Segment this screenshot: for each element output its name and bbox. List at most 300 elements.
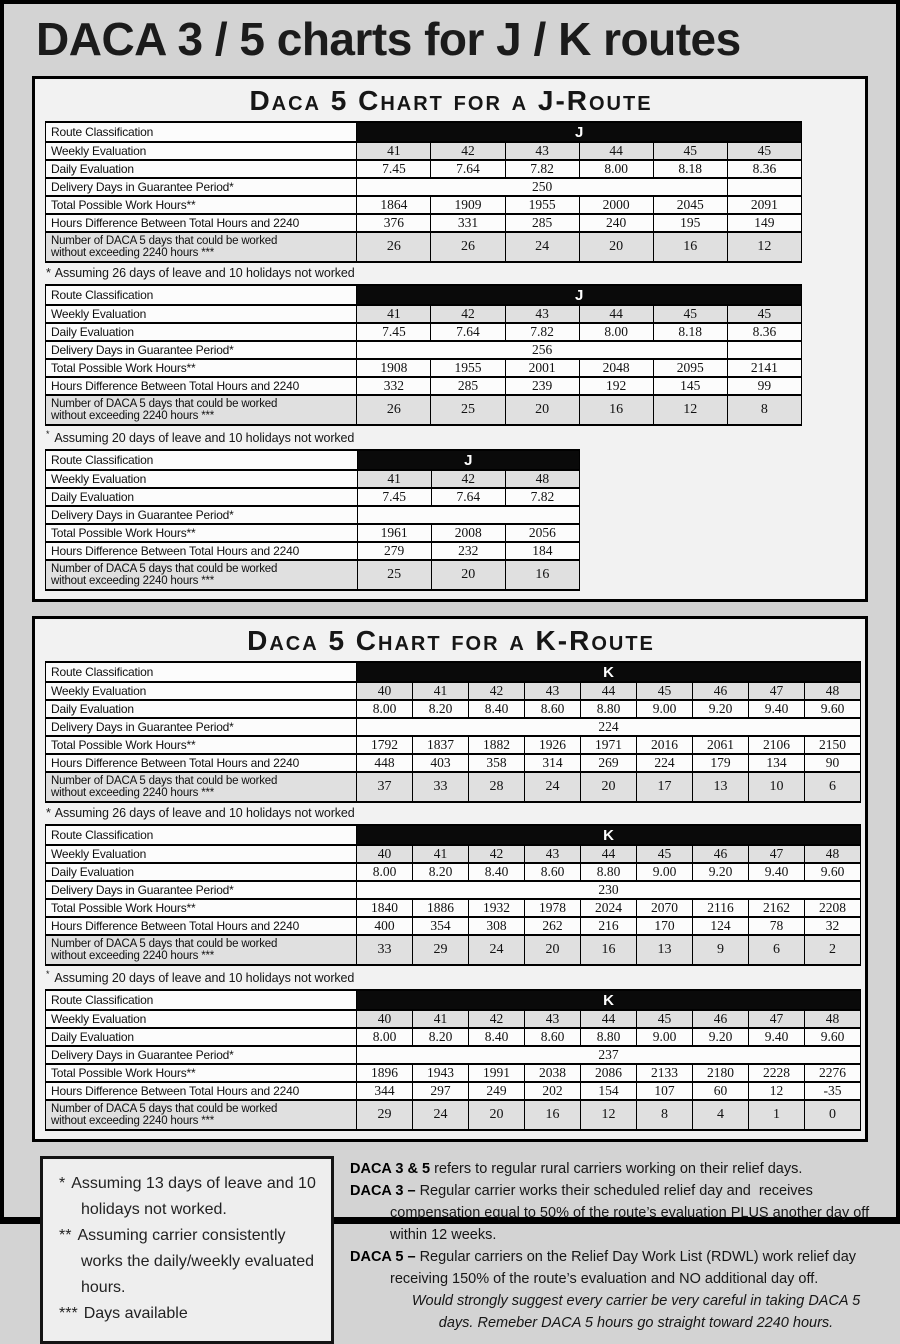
bottom-section (40, 1156, 892, 1344)
route-classification-value: J (357, 285, 802, 305)
value-cell: 1864 (357, 196, 431, 214)
value-cell: 47 (749, 682, 805, 700)
value-cell: 202 (525, 1082, 581, 1100)
value-cell: 45 (653, 142, 727, 160)
value-cell: 269 (581, 754, 637, 772)
total-hours-label: Total Possible Work Hours** (46, 1064, 357, 1082)
delivery-days-label: Delivery Days in Guarantee Period* (46, 506, 358, 524)
note-item (59, 1223, 319, 1301)
value-cell: 1971 (581, 736, 637, 754)
value-cell: 24 (525, 772, 581, 802)
value-cell: 2180 (693, 1064, 749, 1082)
value-cell: 26 (357, 395, 431, 425)
value-cell: 8.60 (525, 700, 581, 718)
definition-text: refers to regular rural carriers working on their relief days. (430, 1161, 803, 1178)
value-cell: 0 (805, 1100, 861, 1130)
value-cell: 12 (581, 1100, 637, 1130)
value-cell: 2038 (525, 1064, 581, 1082)
daca-days-row (46, 772, 861, 802)
value-cell: 9.40 (749, 863, 805, 881)
value-cell: 145 (653, 377, 727, 395)
value-cell: 29 (413, 935, 469, 965)
route-classification-row (46, 662, 861, 682)
value-cell: 2056 (505, 524, 579, 542)
value-cell: 41 (357, 305, 431, 323)
value-cell: 107 (637, 1082, 693, 1100)
value-cell: 9.00 (637, 1028, 693, 1046)
value-cell: 9.60 (805, 1028, 861, 1046)
route-classification-label: Route Classification (46, 450, 358, 470)
value-cell: 24 (469, 935, 525, 965)
note-item (59, 1171, 319, 1223)
value-cell: 42 (431, 142, 505, 160)
hours-difference-label: Hours Difference Between Total Hours and 2240 (46, 754, 357, 772)
value-cell: 1943 (413, 1064, 469, 1082)
value-cell: 184 (505, 542, 579, 560)
value-cell: 170 (637, 917, 693, 935)
hours-difference-label: Hours Difference Between Total Hours and 2240 (46, 542, 358, 560)
value-cell: 1840 (357, 899, 413, 917)
hours-difference-row (46, 542, 580, 560)
value-cell: 42 (431, 305, 505, 323)
daca-days-label (46, 560, 358, 590)
value-cell: 24 (413, 1100, 469, 1130)
delivery-days-label: Delivery Days in Guarantee Period* (46, 341, 357, 359)
value-cell: 262 (525, 917, 581, 935)
daily-evaluation-label: Daily Evaluation (46, 160, 357, 178)
hours-difference-row (46, 377, 802, 395)
value-cell: 1978 (525, 899, 581, 917)
value-cell: 9.60 (805, 863, 861, 881)
value-cell: 1896 (357, 1064, 413, 1082)
value-cell: 8.40 (469, 1028, 525, 1046)
total-hours-row (46, 196, 802, 214)
value-cell: 9 (693, 935, 749, 965)
total-hours-label: Total Possible Work Hours** (46, 196, 357, 214)
route-classification-value: J (357, 450, 579, 470)
daca-5-warning-line1: Would strongly suggest every carrier be very careful in taking DACA 5 (411, 1293, 861, 1310)
daca-days-row (46, 232, 802, 262)
value-cell: 24 (505, 232, 579, 262)
notes-box (40, 1156, 334, 1344)
value-cell: 7.64 (431, 160, 505, 178)
value-cell: 344 (357, 1082, 413, 1100)
value-cell: 20 (581, 772, 637, 802)
value-cell: 47 (749, 1010, 805, 1028)
weekly-evaluation-label: Weekly Evaluation (46, 682, 357, 700)
value-cell: 279 (357, 542, 431, 560)
value-cell: 2106 (749, 736, 805, 754)
value-cell: 124 (693, 917, 749, 935)
value-cell: 1955 (431, 359, 505, 377)
value-cell: 2276 (805, 1064, 861, 1082)
note-text: Assuming carrier consistently works the daily/weekly evaluated hours. (77, 1227, 315, 1297)
delivery-days-row (46, 341, 802, 359)
delivery-days-value: 256 (357, 341, 727, 359)
value-cell: 2024 (581, 899, 637, 917)
value-cell: 20 (505, 395, 579, 425)
hours-difference-label: Hours Difference Between Total Hours and 2240 (46, 214, 357, 232)
route-classification-label: Route Classification (46, 662, 357, 682)
value-cell: 239 (505, 377, 579, 395)
value-cell: 44 (579, 305, 653, 323)
delivery-days-value: 224 (357, 718, 861, 736)
value-cell: 7.45 (357, 488, 431, 506)
daily-evaluation-label: Daily Evaluation (46, 323, 357, 341)
value-cell: 12 (653, 395, 727, 425)
value-cell: 6 (805, 772, 861, 802)
value-cell: 41 (357, 142, 431, 160)
daca-days-row (46, 395, 802, 425)
value-cell: 28 (469, 772, 525, 802)
value-cell: 26 (431, 232, 505, 262)
daca-days-label-line1: Number of DACA 5 days that could be worked (51, 938, 278, 951)
definition-lead: DACA 3 & 5 (350, 1161, 431, 1178)
value-cell: 17 (637, 772, 693, 802)
delivery-days-row (46, 178, 802, 196)
daca-days-label-line1: Number of DACA 5 days that could be worked (51, 398, 278, 410)
daca-days-row (46, 1100, 861, 1130)
value-cell: 13 (693, 772, 749, 802)
value-cell: 43 (505, 305, 579, 323)
value-cell: 16 (579, 395, 653, 425)
weekly-evaluation-row (46, 142, 802, 160)
k-route-table-2 (45, 824, 861, 966)
value-cell: 7.82 (505, 160, 579, 178)
value-cell: 32 (805, 917, 861, 935)
empty-cell (727, 341, 801, 359)
hours-difference-row (46, 1082, 861, 1100)
value-cell: 8.80 (581, 863, 637, 881)
value-cell: 8.18 (653, 160, 727, 178)
value-cell: 314 (525, 754, 581, 772)
footnote-text: Assuming 20 days of leave and 10 holidays not worked (54, 431, 355, 446)
value-cell: 2008 (431, 524, 505, 542)
footnote-text: Assuming 26 days of leave and 10 holidays not worked (54, 266, 355, 280)
value-cell: 297 (413, 1082, 469, 1100)
value-cell: 78 (749, 917, 805, 935)
delivery-days-row (46, 506, 580, 524)
value-cell: 45 (637, 682, 693, 700)
value-cell: 43 (525, 682, 581, 700)
value-cell: 134 (749, 754, 805, 772)
route-classification-value: K (357, 990, 861, 1010)
daca-days-label-line1: Number of DACA 5 days that could be worked (51, 235, 278, 247)
definitions (350, 1156, 892, 1334)
value-cell: 45 (653, 305, 727, 323)
delivery-days-value: 230 (357, 881, 861, 899)
value-cell: 45 (727, 305, 801, 323)
route-classification-label: Route Classification (46, 990, 357, 1010)
value-cell: 149 (727, 214, 801, 232)
k-route-panel (32, 616, 868, 1142)
value-cell: 8.80 (581, 700, 637, 718)
value-cell: 4 (693, 1100, 749, 1130)
daca-days-label (46, 935, 357, 965)
daily-evaluation-row (46, 700, 861, 718)
value-cell: 2016 (637, 736, 693, 754)
value-cell: 48 (805, 682, 861, 700)
value-cell: 44 (581, 845, 637, 863)
delivery-days-value (357, 506, 579, 524)
empty-cell (727, 178, 801, 196)
value-cell: 6 (749, 935, 805, 965)
daily-evaluation-label: Daily Evaluation (46, 488, 358, 506)
value-cell: 2141 (727, 359, 801, 377)
route-classification-row (46, 450, 580, 470)
value-cell: 9.60 (805, 700, 861, 718)
value-cell: 1882 (469, 736, 525, 754)
weekly-evaluation-row (46, 305, 802, 323)
daily-evaluation-label: Daily Evaluation (46, 1028, 357, 1046)
daca-days-label-line2: without exceeding 2240 hours *** (51, 247, 215, 259)
note-item (59, 1301, 319, 1327)
value-cell: 44 (581, 682, 637, 700)
value-cell: 2048 (579, 359, 653, 377)
value-cell: 2001 (505, 359, 579, 377)
value-cell: 8.36 (727, 160, 801, 178)
value-cell: 7.64 (431, 488, 505, 506)
footnote-text: Assuming 20 days of leave and 10 holidays not worked (54, 971, 355, 986)
value-cell: 13 (637, 935, 693, 965)
k-route-table-3 (45, 989, 861, 1131)
value-cell: 45 (637, 1010, 693, 1028)
delivery-days-label: Delivery Days in Guarantee Period* (46, 178, 357, 196)
daily-evaluation-row (46, 1028, 861, 1046)
footnote-mark: * (46, 429, 50, 439)
value-cell: 8.80 (581, 1028, 637, 1046)
value-cell: 354 (413, 917, 469, 935)
weekly-evaluation-label: Weekly Evaluation (46, 1010, 357, 1028)
value-cell: 179 (693, 754, 749, 772)
value-cell: 20 (469, 1100, 525, 1130)
value-cell: 16 (653, 232, 727, 262)
daca-days-label-line2: without exceeding 2240 hours *** (51, 410, 215, 422)
definition-text: Regular carrier works their scheduled relief day and receives compensation equal to 50% of the route’s evaluation PLUS another day off within 12 weeks. (390, 1183, 874, 1244)
value-cell: 2095 (653, 359, 727, 377)
weekly-evaluation-row (46, 1010, 861, 1028)
value-cell: 285 (431, 377, 505, 395)
value-cell: 10 (749, 772, 805, 802)
note-mark: ** (59, 1227, 72, 1245)
total-hours-label: Total Possible Work Hours** (46, 899, 357, 917)
value-cell: 42 (469, 845, 525, 863)
value-cell: 8.00 (357, 863, 413, 881)
page-title: DACA 3 / 5 charts for J / K routes (36, 13, 741, 65)
value-cell: 43 (505, 142, 579, 160)
value-cell: 41 (413, 1010, 469, 1028)
daily-evaluation-label: Daily Evaluation (46, 863, 357, 881)
total-hours-row (46, 1064, 861, 1082)
route-classification-row (46, 825, 861, 845)
value-cell: 33 (357, 935, 413, 965)
value-cell: 1 (749, 1100, 805, 1130)
value-cell: 1837 (413, 736, 469, 754)
value-cell: 154 (581, 1082, 637, 1100)
value-cell: 16 (525, 1100, 581, 1130)
value-cell: 8.20 (413, 863, 469, 881)
value-cell: 2045 (653, 196, 727, 214)
value-cell: 8.36 (727, 323, 801, 341)
daca-days-label (46, 395, 357, 425)
value-cell: 1792 (357, 736, 413, 754)
j-route-table-3 (45, 449, 580, 591)
note-text: Assuming 13 days of leave and 10 holidays not worked. (71, 1175, 316, 1219)
value-cell: 1909 (431, 196, 505, 214)
delivery-days-label: Delivery Days in Guarantee Period* (46, 1046, 357, 1064)
total-hours-label: Total Possible Work Hours** (46, 736, 357, 754)
route-classification-label: Route Classification (46, 122, 357, 142)
weekly-evaluation-label: Weekly Evaluation (46, 470, 358, 488)
value-cell: 12 (727, 232, 801, 262)
total-hours-label: Total Possible Work Hours** (46, 359, 357, 377)
hours-difference-row (46, 754, 861, 772)
value-cell: 33 (413, 772, 469, 802)
value-cell: 7.82 (505, 323, 579, 341)
value-cell: 29 (357, 1100, 413, 1130)
value-cell: 99 (727, 377, 801, 395)
value-cell: 2 (805, 935, 861, 965)
value-cell: 37 (357, 772, 413, 802)
value-cell: 2116 (693, 899, 749, 917)
daca-days-label (46, 772, 357, 802)
delivery-days-row (46, 718, 861, 736)
weekly-evaluation-row (46, 845, 861, 863)
value-cell: 224 (637, 754, 693, 772)
value-cell: 8.00 (357, 1028, 413, 1046)
value-cell: 376 (357, 214, 431, 232)
value-cell: 8.00 (579, 323, 653, 341)
daca-days-label-line2: without exceeding 2240 hours *** (51, 950, 215, 963)
hours-difference-label: Hours Difference Between Total Hours and 2240 (46, 1082, 357, 1100)
table-footnote (46, 429, 859, 445)
value-cell: 48 (805, 1010, 861, 1028)
route-classification-label: Route Classification (46, 825, 357, 845)
value-cell: 7.45 (357, 323, 431, 341)
value-cell: 47 (749, 845, 805, 863)
total-hours-row (46, 899, 861, 917)
value-cell: 1926 (525, 736, 581, 754)
daily-evaluation-row (46, 488, 580, 506)
value-cell: 2086 (581, 1064, 637, 1082)
j-route-section-title: Daca 5 Chart for a J-Route (249, 85, 653, 116)
value-cell: 20 (579, 232, 653, 262)
value-cell: 44 (579, 142, 653, 160)
total-hours-label: Total Possible Work Hours** (46, 524, 358, 542)
value-cell: 192 (579, 377, 653, 395)
value-cell: 60 (693, 1082, 749, 1100)
daca-days-label-line2: without exceeding 2240 hours *** (51, 575, 215, 588)
total-hours-row (46, 524, 580, 542)
value-cell: 46 (693, 845, 749, 863)
value-cell: 9.20 (693, 1028, 749, 1046)
j-route-table-2 (45, 284, 802, 426)
footnote-mark: * (46, 266, 51, 280)
value-cell: 42 (431, 470, 505, 488)
hours-difference-label: Hours Difference Between Total Hours and 2240 (46, 377, 357, 395)
value-cell: 46 (693, 1010, 749, 1028)
value-cell: 8.60 (525, 863, 581, 881)
definition-lead: DACA 3 – (350, 1183, 416, 1200)
value-cell: 1932 (469, 899, 525, 917)
delivery-days-label: Delivery Days in Guarantee Period* (46, 881, 357, 899)
value-cell: 20 (525, 935, 581, 965)
value-cell: 8.18 (653, 323, 727, 341)
value-cell: 42 (469, 682, 525, 700)
definition-text: Regular carriers on the Relief Day Work List (RDWL) work relief day receiving 150% of the route’s evaluation and NO additional day off. (390, 1249, 861, 1288)
total-hours-row (46, 359, 802, 377)
value-cell: 8.00 (579, 160, 653, 178)
k-route-section-title: Daca 5 Chart for a K-Route (247, 625, 655, 657)
value-cell: 45 (637, 845, 693, 863)
note-text: Days available (83, 1305, 188, 1323)
delivery-days-value: 250 (357, 178, 727, 196)
daca-days-label (46, 232, 357, 262)
value-cell: 1961 (357, 524, 431, 542)
value-cell: 195 (653, 214, 727, 232)
value-cell: 400 (357, 917, 413, 935)
weekly-evaluation-row (46, 682, 861, 700)
value-cell: 7.45 (357, 160, 431, 178)
definition-lead: DACA 5 – (350, 1249, 416, 1266)
value-cell: 90 (805, 754, 861, 772)
value-cell: 8.20 (413, 1028, 469, 1046)
route-classification-row (46, 122, 802, 142)
value-cell: 9.00 (637, 863, 693, 881)
value-cell: 8.40 (469, 700, 525, 718)
route-classification-value: K (357, 662, 861, 682)
value-cell: 9.00 (637, 700, 693, 718)
value-cell: 48 (805, 845, 861, 863)
weekly-evaluation-label: Weekly Evaluation (46, 305, 357, 323)
value-cell: 16 (505, 560, 579, 590)
value-cell: 40 (357, 845, 413, 863)
value-cell: 240 (579, 214, 653, 232)
daily-evaluation-label: Daily Evaluation (46, 700, 357, 718)
daca-3-5-definition (350, 1158, 892, 1180)
route-classification-value: J (357, 122, 802, 142)
daca-3-definition (350, 1180, 892, 1246)
value-cell: 2133 (637, 1064, 693, 1082)
value-cell: 8.60 (525, 1028, 581, 1046)
total-hours-row (46, 736, 861, 754)
delivery-days-row (46, 881, 861, 899)
hours-difference-row (46, 214, 802, 232)
hours-difference-label: Hours Difference Between Total Hours and 2240 (46, 917, 357, 935)
note-mark: *** (59, 1305, 78, 1323)
daily-evaluation-row (46, 160, 802, 178)
value-cell: 9.20 (693, 863, 749, 881)
value-cell: 1886 (413, 899, 469, 917)
value-cell: 8 (727, 395, 801, 425)
value-cell: 26 (357, 232, 431, 262)
daca-days-label-line1: Number of DACA 5 days that could be worked (51, 775, 278, 788)
footnote-text: Assuming 26 days of leave and 10 holidays not worked (54, 806, 355, 821)
route-classification-label: Route Classification (46, 285, 357, 305)
footnote-mark: * (46, 806, 51, 821)
value-cell: -35 (805, 1082, 861, 1100)
value-cell: 25 (431, 395, 505, 425)
daca-days-label-line1: Number of DACA 5 days that could be worked (51, 563, 278, 576)
value-cell: 1908 (357, 359, 431, 377)
value-cell: 358 (469, 754, 525, 772)
value-cell: 48 (505, 470, 579, 488)
daca-5-definition (350, 1246, 892, 1290)
value-cell: 44 (581, 1010, 637, 1028)
value-cell: 8 (637, 1100, 693, 1130)
value-cell: 2208 (805, 899, 861, 917)
route-classification-row (46, 285, 802, 305)
